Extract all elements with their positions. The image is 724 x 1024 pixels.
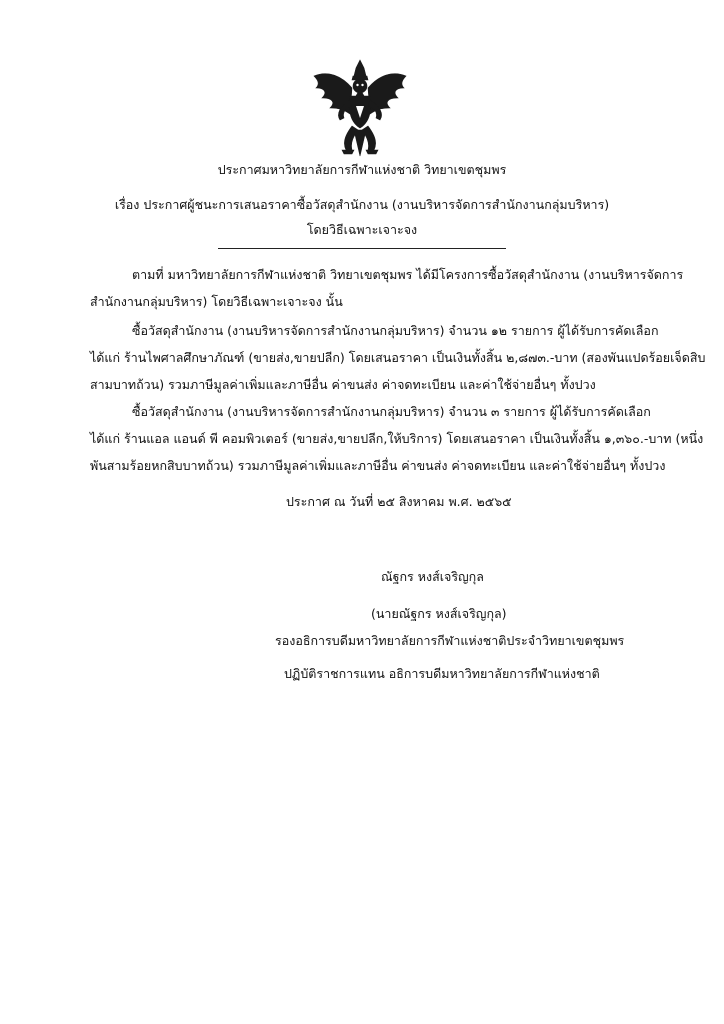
procurement-method: โดยวิธีเฉพาะเจาะจง [306,222,418,237]
paragraph-intro-line2: สำนักงานกลุ่มบริหาร) โดยวิธีเฉพาะเจาะจง นั้น [90,294,343,309]
announcement-heading: ประกาศมหาวิทยาลัยการกีฬาแห่งชาติ วิทยาเขตชุมพร [217,162,507,177]
paragraph-winner-1-line2: ได้แก่ ร้านไพศาลศึกษาภัณฑ์ (ขายส่ง,ขายปลีก) โดยเสนอราคา เป็นเงินทั้งสิ้น ๒,๘๗๓.-บาท (สองพันแปดร้อยเจ็ดสิบ [90,350,706,365]
paragraph-intro [90,261,684,315]
announcement-subject: เรื่อง ประกาศผู้ชนะการเสนอราคาซื้อวัสดุสำนักงาน (งานบริหารจัดการสำนักงานกลุ่มบริหาร) [114,197,610,212]
paragraph-winner-1 [90,317,706,398]
signatory-acting-for: ปฏิบัติราชการแทน อธิการบดีมหาวิทยาลัยการกีฬาแห่งชาติ [284,666,600,681]
garuda-emblem-icon [306,58,414,158]
paragraph-intro-line1: ตามที่ มหาวิทยาลัยการกีฬาแห่งชาติ วิทยาเขตชุมพร ได้มีโครงการซื้อวัสดุสำนักงาน (งานบริหารจัดการ [132,267,684,282]
paragraph-winner-2-line3: พันสามร้อยหกสิบบาทถ้วน) รวมภาษีมูลค่าเพิ่มและภาษีอื่น ค่าขนส่ง ค่าจดทะเบียน และค่าใช้จ่ายอื่นๆ ทั้งปวง [90,458,666,473]
signatory-printed-name: (นายณัฐกร หงส์เจริญกุล) [371,606,507,621]
signature-name: ณัฐกร หงส์เจริญกุล [381,569,484,584]
divider-rule [218,248,506,249]
announcement-date: ประกาศ ณ วันที่ ๒๕ สิงหาคม พ.ศ. ๒๕๖๕ [286,494,512,509]
paragraph-winner-2-line1: ซื้อวัสดุสำนักงาน (งานบริหารจัดการสำนักงานกลุ่มบริหาร) จำนวน ๓ รายการ ผู้ได้รับการคัดเลือก [132,404,651,419]
paragraph-winner-1-line1: ซื้อวัสดุสำนักงาน (งานบริหารจัดการสำนักงานกลุ่มบริหาร) จำนวน ๑๒ รายการ ผู้ได้รับการคัดเลือก [132,323,659,338]
paragraph-winner-2 [90,398,704,479]
paragraph-winner-2-line2: ได้แก่ ร้านแอล แอนด์ พี คอมพิวเตอร์ (ขายส่ง,ขายปลีก,ให้บริการ) โดยเสนอราคา เป็นเงินทั้งสิ้น ๑,๓๖๐.-บาท (หนึ่ง [90,431,704,446]
signatory-position: รองอธิการบดีมหาวิทยาลัยการกีฬาแห่งชาติประจำวิทยาเขตชุมพร [275,633,625,648]
paragraph-winner-1-line3: สามบาทถ้วน) รวมภาษีมูลค่าเพิ่มและภาษีอื่น ค่าขนส่ง ค่าจดทะเบียน และค่าใช้จ่ายอื่นๆ ทั้งปวง [90,377,596,392]
